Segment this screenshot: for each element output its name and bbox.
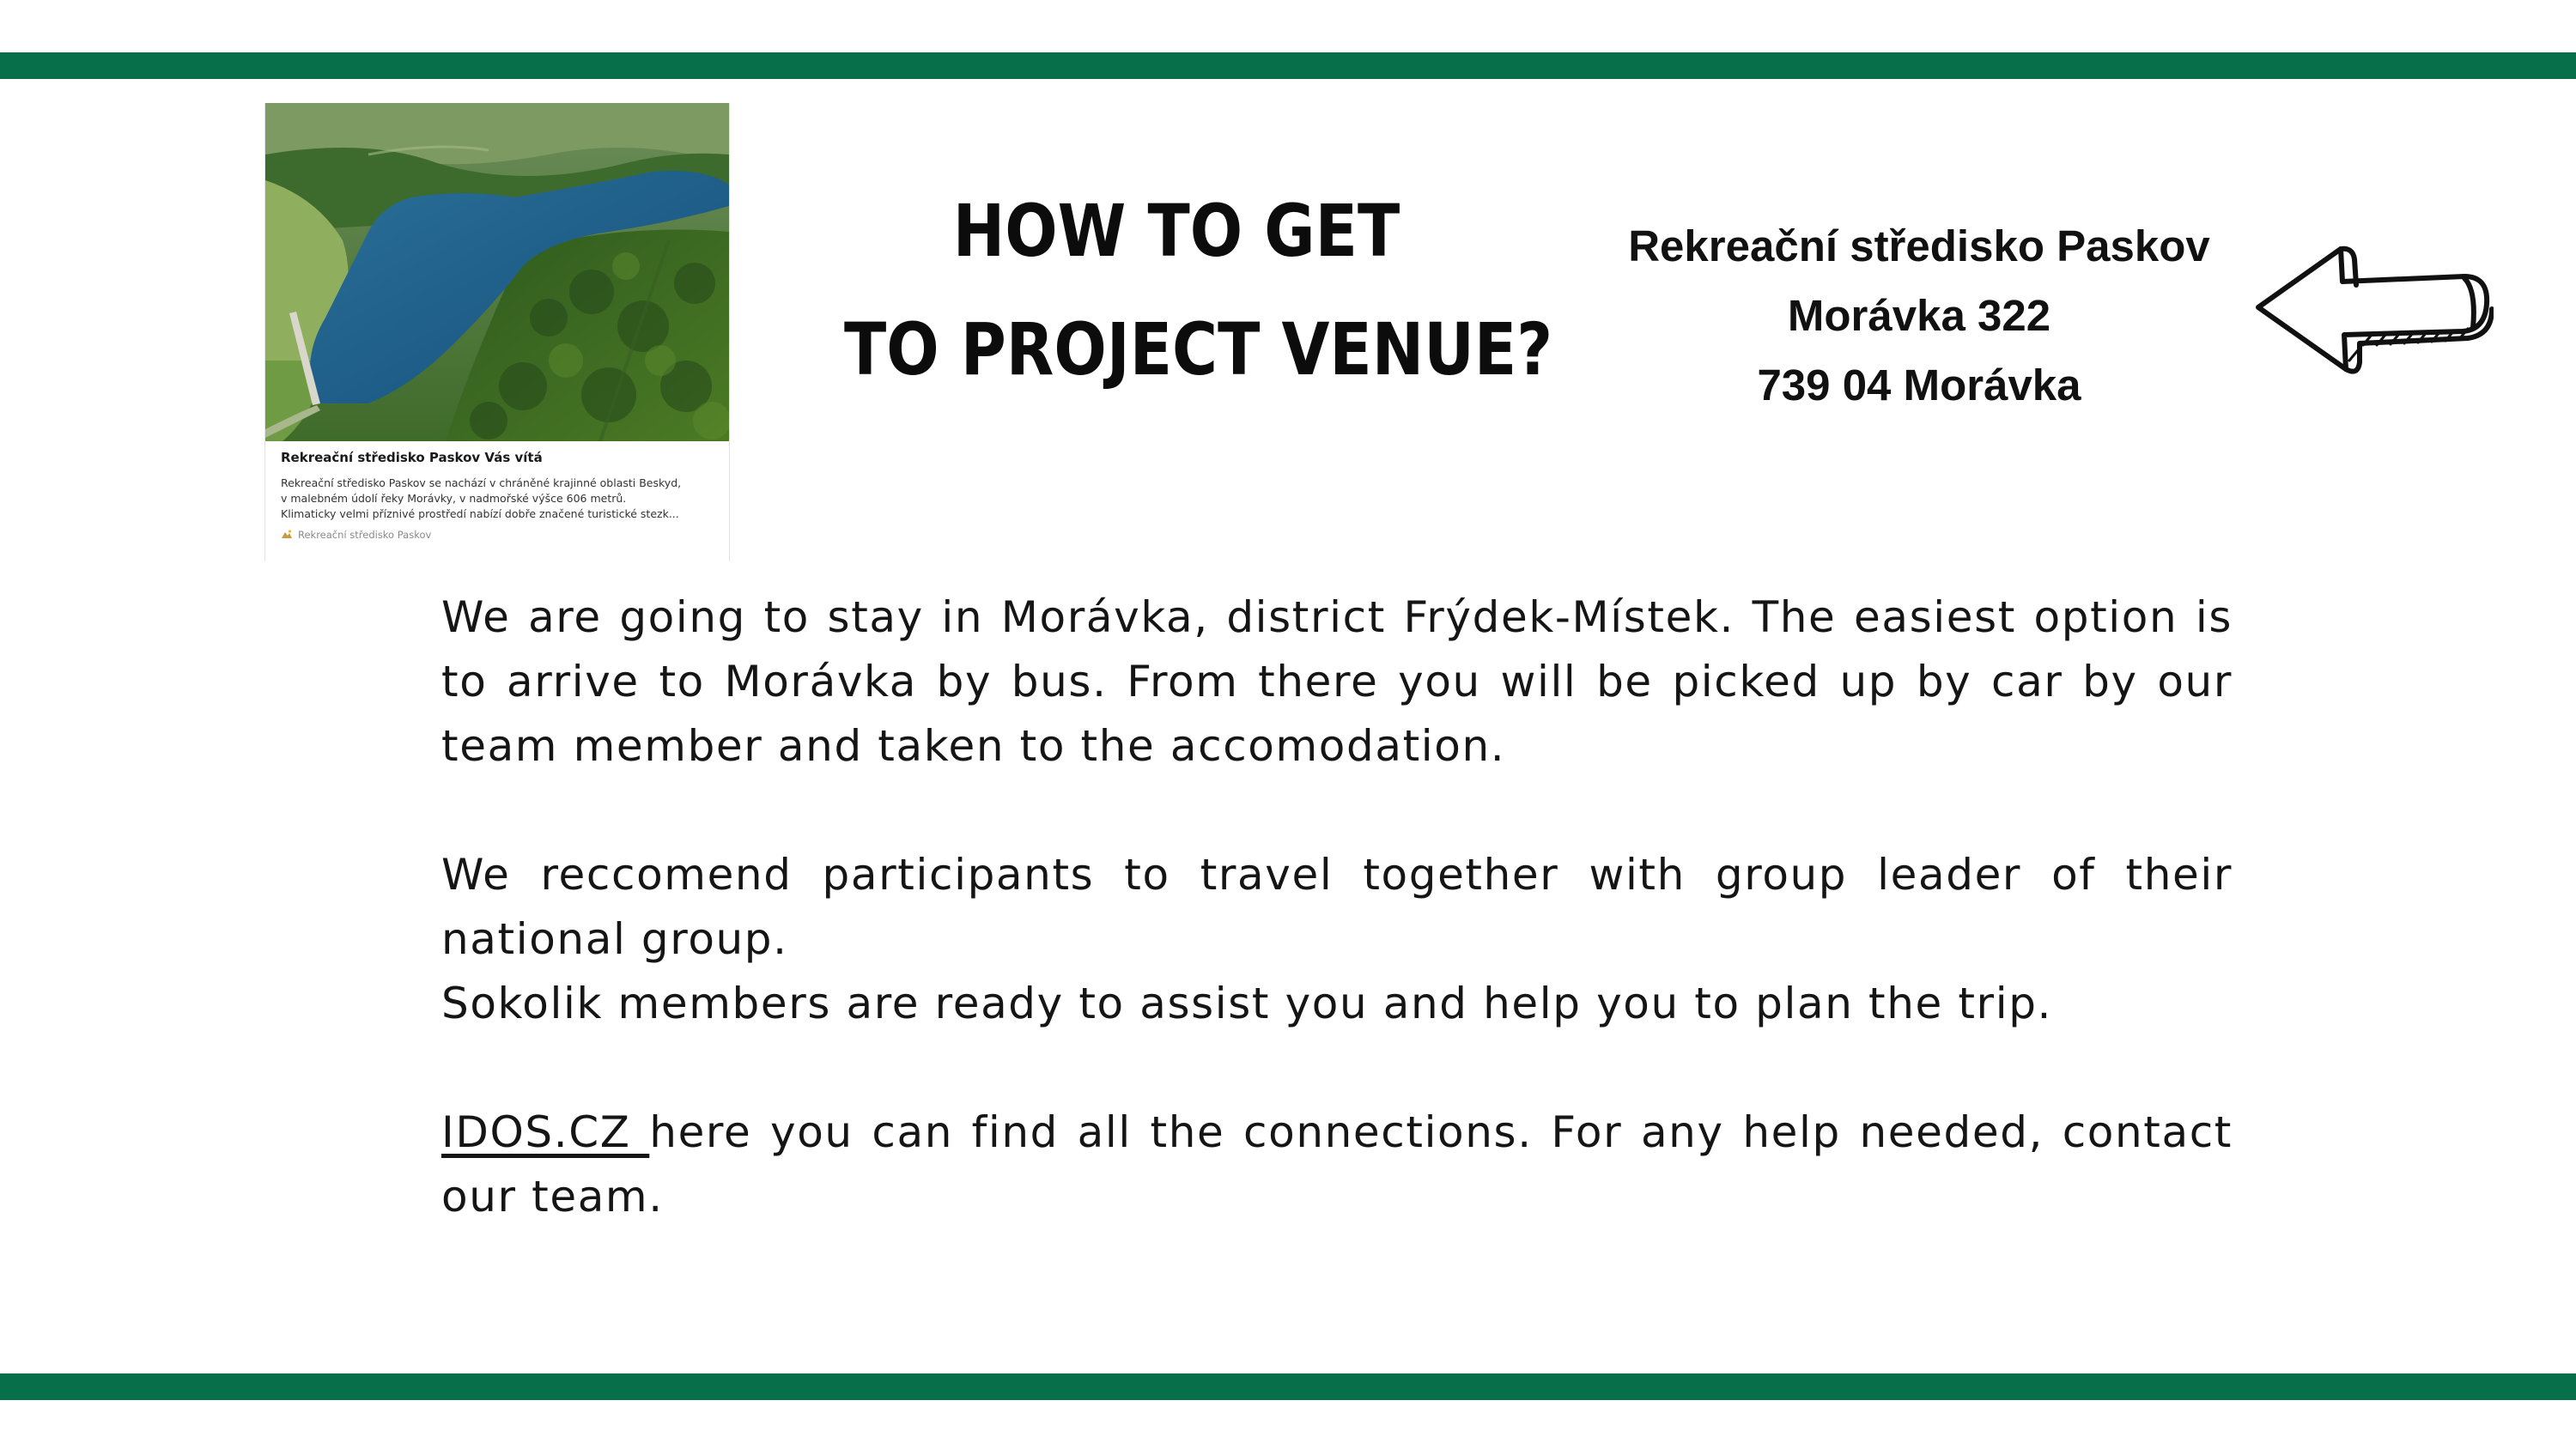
title-line-2: TO PROJECT VENUE? [844, 307, 1553, 391]
venue-directions-text [441, 585, 2233, 1229]
link-preview-card[interactable] [264, 103, 730, 561]
lake-aerial-image [265, 103, 729, 441]
card-source [281, 529, 715, 541]
favicon-icon [281, 529, 293, 541]
paragraph-location: We are going to stay in Morávka, district Frýdek-Místek. The easiest option is to arrive to Morávka by bus. From there you will be picked up by car by our team member and taken to the accomodation. [441, 592, 2233, 771]
address-street: Morávka 322 [1787, 291, 2051, 340]
paragraph-spacer [441, 1036, 2233, 1100]
venue-address [1580, 211, 2258, 420]
page-title [844, 172, 1553, 409]
address-name: Rekreační středisko Paskov [1628, 221, 2210, 270]
card-description-line: v malebném údolí řeky Morávky, v nadmořské výšce 606 metrů. [281, 492, 627, 505]
paragraph-spacer [441, 779, 2233, 843]
title-line-1: HOW TO GET [952, 189, 1400, 273]
card-source-label: Rekreační středisko Paskov [298, 529, 432, 541]
idos-link[interactable]: IDOS.CZ [441, 1107, 650, 1157]
paragraph-sokolik: Sokolik members are ready to assist you and help you to plan the trip. [441, 979, 2053, 1028]
card-description-line: Klimaticky velmi příznivé prostředí nabízí dobře značené turistické stezk... [281, 507, 679, 520]
card-description-line: Rekreační středisko Paskov se nachází v chráněné krajinné oblasti Beskyd, [281, 476, 682, 489]
card-title: Rekreační středisko Paskov Vás vítá [281, 450, 543, 465]
connections-text: here you can find all the connections. For any help needed, contact our team. [441, 1107, 2233, 1222]
paragraph-recommendation: We reccomend participants to travel together with group leader of their national group. [441, 850, 2233, 964]
hand-drawn-arrow-left-icon [2251, 242, 2494, 388]
bottom-green-band [0, 1373, 2576, 1400]
address-city: 739 04 Morávka [1757, 361, 2081, 409]
card-description [281, 476, 715, 522]
paragraph-connections [441, 1100, 2233, 1229]
top-green-band [0, 52, 2576, 79]
